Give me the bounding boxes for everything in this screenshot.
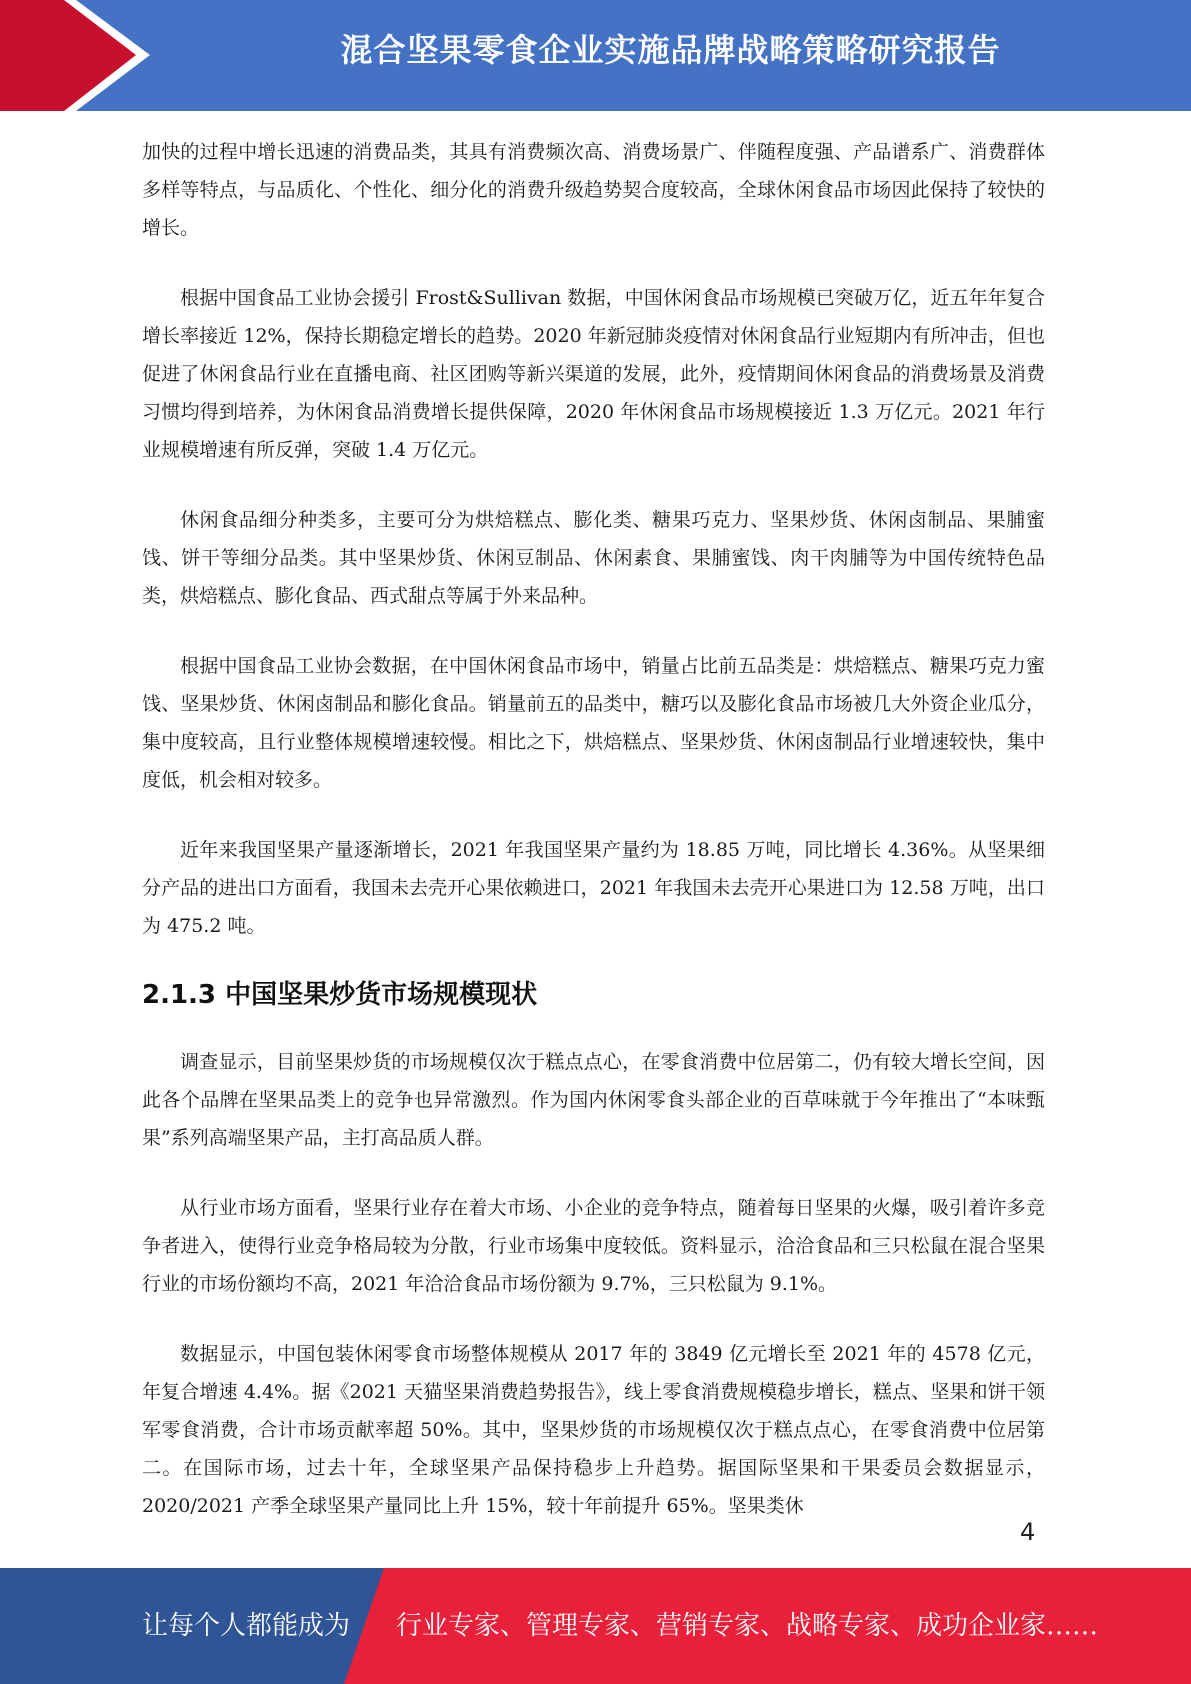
page-header (0, 0, 1191, 111)
paragraph: 近年来我国坚果产量逐渐增长，2021 年我国坚果产量约为 18.85 万吨，同比增长 4.36%。从坚果细分产品的进出口方面看，我国未去壳开心果依赖进口，2021 年我国未去壳开心果进口为 12.58 万吨，出口为 475.2 吨。 (142, 839, 1045, 937)
section-heading: 2.1.3 中国坚果炒货市场规模现状 (142, 980, 538, 1010)
page-number: 4 (1020, 1518, 1036, 1546)
paragraph: 从行业市场方面看，坚果行业存在着大市场、小企业的竞争特点，随着每日坚果的火爆，吸引着许多竞争者进入，使得行业竞争格局较为分散，行业市场集中度较低。资料显示，洽洽食品和三只松鼠在混合坚果行业的市场份额均不高，2021 年洽洽食品市场份额为 9.7%，三只松鼠为 9.1%。 (142, 1197, 1045, 1295)
paragraph: 调查显示，目前坚果炒货的市场规模仅次于糕点点心，在零食消费中位居第二，仍有较大增长空间，因此各个品牌在坚果品类上的竞争也异常激烈。作为国内休闲零食头部企业的百草味就于今年推出了“本味甄果”系列高端坚果产品，主打高品质人群。 (142, 1051, 1045, 1149)
document-body (142, 133, 1045, 1525)
header-chevron-decoration (0, 0, 160, 111)
page-footer (0, 1568, 1191, 1684)
footer-slogan-right: 行业专家、管理专家、营销专家、战略专家、成功企业家…… (396, 1611, 1099, 1641)
report-title: 混合坚果零食企业实施品牌战略策略研究报告 (340, 31, 1001, 69)
paragraph: 加快的过程中增长迅速的消费品类，其具有消费频次高、消费场景广、伴随程度强、产品谱系广、消费群体多样等特点，与品质化、个性化、细分化的消费升级趋势契合度较高，全球休闲食品市场因此保持了较快的增长。 (142, 141, 1045, 239)
paragraph: 根据中国食品工业协会援引 Frost&Sullivan 数据，中国休闲食品市场规模已突破万亿，近五年年复合增长率接近 12%，保持长期稳定增长的趋势。2020 年新冠肺炎疫情对休闲食品行业短期内有所冲击，但也促进了休闲食品行业在直播电商、社区团购等新兴渠道的发展，此外，疫情期间休闲食品的消费场景及消费习惯均得到培养，为休闲食品消费增长提供保障，2020 年休闲食品市场规模接近 1.3 万亿元。2021 年行业规模增速有所反弹，突破 1.4 万亿元。 (142, 287, 1045, 461)
paragraph: 根据中国食品工业协会数据，在中国休闲食品市场中，销量占比前五品类是：烘焙糕点、糖果巧克力蜜饯、坚果炒货、休闲卤制品和膨化食品。销量前五的品类中，糖巧以及膨化食品市场被几大外资企业瓜分，集中度较高，且行业整体规模增速较慢。相比之下，烘焙糕点、坚果炒货、休闲卤制品行业增速较快，集中度低，机会相对较多。 (142, 655, 1045, 791)
footer-slogan-left: 让每个人都能成为 (142, 1611, 351, 1641)
paragraph: 休闲食品细分种类多，主要可分为烘焙糕点、膨化类、糖果巧克力、坚果炒货、休闲卤制品、果脯蜜饯、饼干等细分品类。其中坚果炒货、休闲豆制品、休闲素食、果脯蜜饯、肉干肉脯等为中国传统特色品类，烘焙糕点、膨化食品、西式甜点等属于外来品种。 (142, 509, 1045, 607)
paragraph: 数据显示，中国包装休闲零食市场整体规模从 2017 年的 3849 亿元增长至 2021 年的 4578 亿元，年复合增速 4.4%。据《2021 天猫坚果消费趋势报告》，线上零食消费规模稳步增长，糕点、坚果和饼干领军零食消费，合计市场贡献率超 50%。其中，坚果炒货的市场规模仅次于糕点点心，在零食消费中位居第二。在国际市场，过去十年，全球坚果产品保持稳步上升趋势。据国际坚果和干果委员会数据显示，2020/2021 产季全球坚果产量同比上升 15%，较十年前提升 65%。坚果类休 (142, 1343, 1045, 1517)
